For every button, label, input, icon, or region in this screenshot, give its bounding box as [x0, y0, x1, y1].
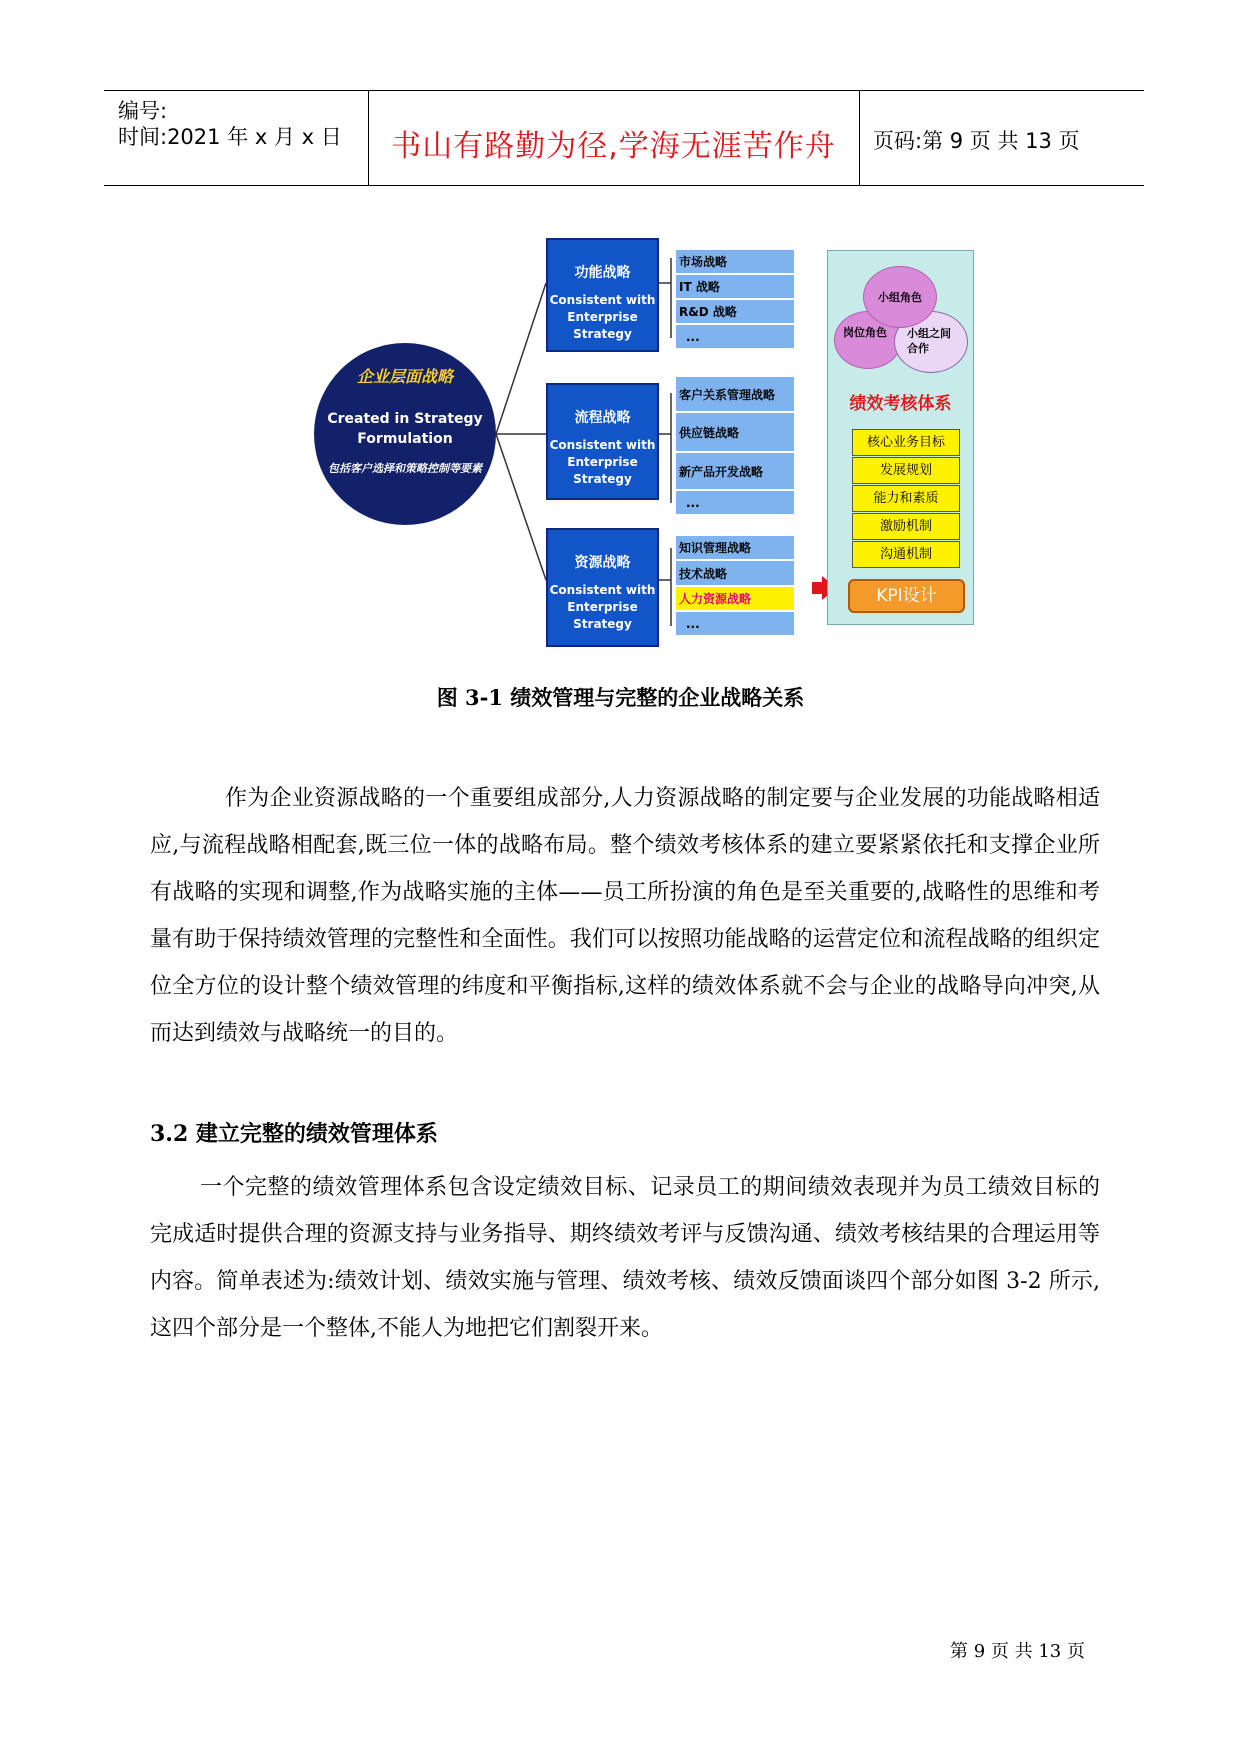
panel-item: 沟通机制	[852, 541, 960, 568]
list-item: 新产品开发战略	[676, 453, 794, 491]
enterprise-strategy-title: 企业层面战略	[356, 367, 453, 386]
body-paragraph-2: 一个完整的绩效管理体系包含设定绩效目标、记录员工的期间绩效表现并为员工绩效目标的完成适时提供合理的资源支持与业务指导、期终绩效考评与反馈沟通、绩效考核结果的合理运用等内容。简单表述为:绩效计划、绩效实施与管理、绩效考核、绩效反馈面谈四个部分如图 3-2 所示,这四个部分是一个整体,不能人为地把它们割裂开来。	[150, 1175, 1100, 1341]
time-label: 时间:2021 年 x 月 x 日	[118, 125, 342, 149]
strategy-title: 功能战略	[574, 265, 631, 281]
strategy-subtitle: Consistent with Enterprise Strategy	[549, 438, 656, 486]
list-item: IT 战略	[676, 275, 794, 300]
circle-label: 小组角色	[878, 291, 922, 304]
kpi-design-box: KPI设计	[848, 579, 965, 613]
body-paragraph-1: 作为企业资源战略的一个重要组成部分,人力资源战略的制定要与企业发展的功能战略相适应,与流程战略相配套,既三位一体的战略布局。整个绩效考核体系的建立要紧紧依托和支撑企业所有战略的实现和调整,作为战略实施的主体——员工所扮演的角色是至关重要的,战略性的思维和考量有助于保持绩效管理的完整性和全面性。我们可以按照功能战略的运营定位和流程战略的组织定位全方位的设计整个绩效管理的纬度和平衡指标,这样的绩效体系就不会与企业的战略导向冲突,从而达到绩效与战略统一的目的。	[150, 786, 1100, 1046]
enterprise-strategy-subtitle: Created in Strategy Formulation	[327, 411, 483, 447]
panel-item: 激励机制	[852, 513, 960, 540]
page-footer: 第 9 页 共 13 页	[950, 1641, 1085, 1662]
strategy-title: 资源战略	[574, 555, 631, 571]
strategy-figure	[0, 0, 1241, 700]
list-item: 客户关系管理战略	[676, 377, 794, 413]
list-item: 供应链战略	[676, 413, 794, 453]
list-item: ...	[676, 612, 794, 637]
motto: 书山有路勤为径,学海无涯苦作舟	[391, 129, 836, 164]
list-item-highlighted: 人力资源战略	[676, 587, 794, 612]
panel-item: 发展规划	[852, 457, 960, 484]
list-item: 技术战略	[676, 561, 794, 587]
panel-item: 核心业务目标	[852, 429, 960, 456]
enterprise-strategy-circle	[314, 343, 496, 525]
process-strategy-box	[546, 383, 659, 500]
list-item: R&D 战略	[676, 300, 794, 325]
panel-item: 能力和素质	[852, 485, 960, 512]
strategy-subtitle: Consistent with Enterprise Strategy	[549, 293, 656, 341]
circle-label: 岗位角色	[843, 326, 887, 339]
figure-caption: 图 3-1 绩效管理与完整的企业战略关系	[436, 685, 805, 710]
functional-strategy-box	[546, 238, 659, 352]
team-role-circle	[863, 266, 937, 328]
performance-system-panel	[827, 250, 974, 625]
list-item: ...	[676, 491, 794, 516]
number-label: 编号:	[118, 99, 168, 123]
strategy-subtitle: Consistent with Enterprise Strategy	[549, 583, 656, 631]
strategy-title: 流程战略	[574, 410, 631, 426]
resource-strategy-box	[546, 528, 659, 647]
list-item: ...	[676, 325, 794, 350]
list-item: 知识管理战略	[676, 536, 794, 561]
page-info: 页码:第 9 页 共 13 页	[873, 129, 1080, 153]
performance-system-title: 绩效考核体系	[849, 394, 952, 414]
section-heading: 3.2 建立完整的绩效管理体系	[150, 1121, 438, 1147]
circle-label: 小组之间合作	[907, 327, 951, 355]
enterprise-strategy-note: 包括客户选择和策略控制等要素	[328, 462, 482, 475]
list-item: 市场战略	[676, 250, 794, 275]
